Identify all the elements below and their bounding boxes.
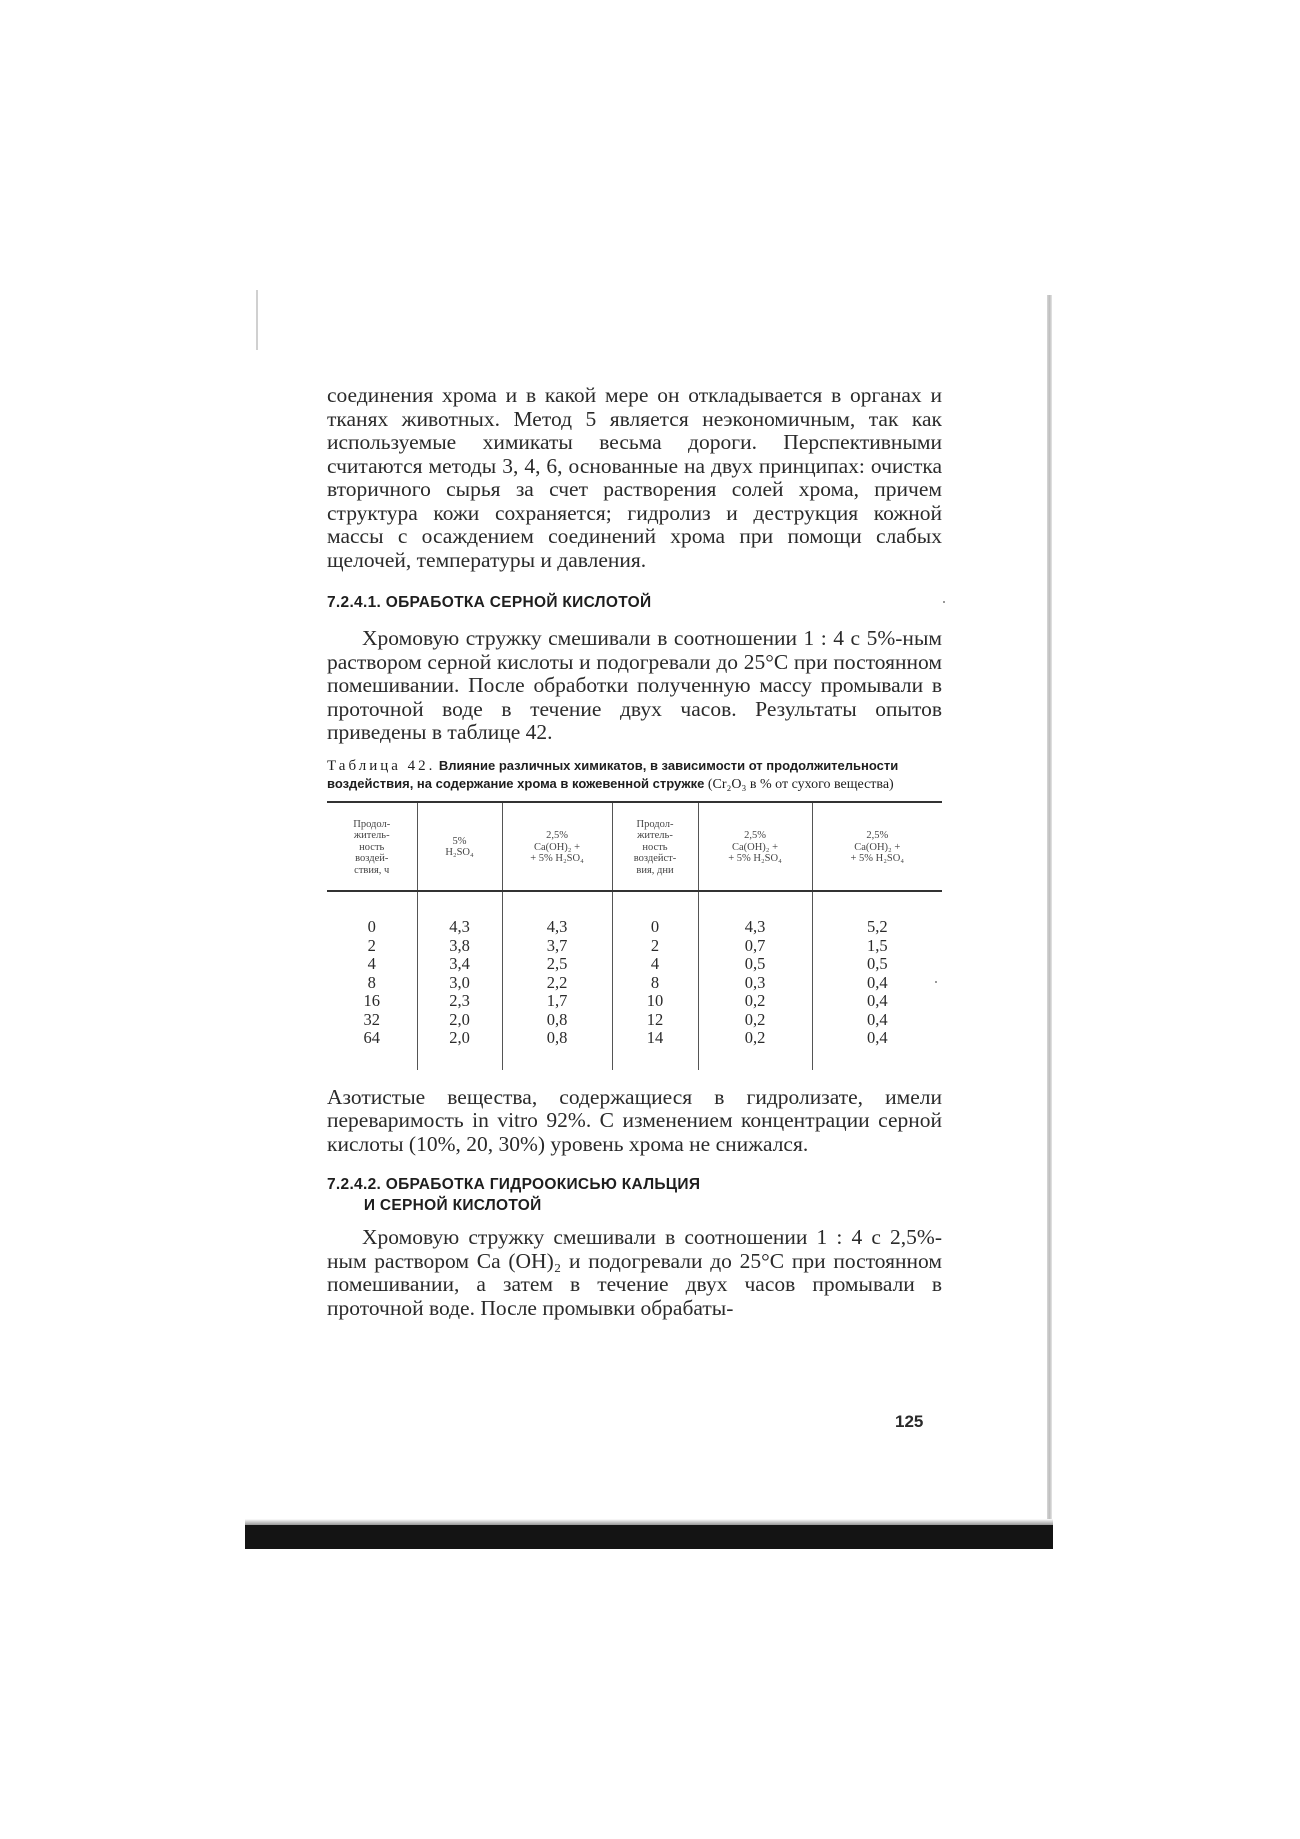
table-cell: 2,2: [502, 974, 612, 993]
table-cell: 0,5: [812, 955, 942, 974]
section-heading-7-2-4-2: 7.2.4.2. ОБРАБОТКА ГИДРООКИСЬЮ КАЛЬЦИЯ И СЕРНОЙ КИСЛОТОЙ: [327, 1176, 701, 1214]
table-cell: 0: [612, 891, 698, 937]
table-cell: 4: [612, 955, 698, 974]
col-header-caoh2-h2so4-days-a: 2,5% Ca(OH)₂ + + 5% H₂SO₄: [698, 802, 812, 892]
table-cell: 0,4: [812, 1011, 942, 1030]
table-cell: 2: [612, 937, 698, 956]
col-header-caoh2-h2so4: 2,5% Ca(OH)₂ + + 5% H₂SO₄: [502, 802, 612, 892]
book-page: [327, 384, 942, 1320]
table-row: [327, 1011, 942, 1030]
table-cell: 2,5: [502, 955, 612, 974]
table-title: Влияние различных химикатов, в зависимости от продолжительности воздействия, на содержание хрома в кожевенной стружке: [327, 757, 899, 791]
table-cell: 4,3: [502, 891, 612, 937]
table-cell: 0,4: [812, 974, 942, 993]
table-cell: 2,3: [417, 992, 502, 1011]
table-cell: 0,2: [698, 1011, 812, 1030]
table-cell: 10: [612, 992, 698, 1011]
table-cell: 1,7: [502, 992, 612, 1011]
table-cell: 0,7: [698, 937, 812, 956]
scan-border-bottom: [245, 1525, 1053, 1549]
section-2-paragraph: Хромовую стружку смешивали в соотношении 1 : 4 с 2,5%-ным раствором Са (ОН)₂ и подогревали до 25°С при постоянном помешивании, а затем в течение двух часов промывали в проточной воде. После промывки обрабаты-: [327, 1225, 942, 1320]
table-cell: 2,0: [417, 1029, 502, 1070]
table-cell: 0: [367, 917, 376, 936]
scan-speck: [943, 601, 945, 603]
table-cell: 32: [363, 1009, 380, 1029]
scan-edge-left: [256, 290, 258, 350]
table-cell: 0,2: [698, 992, 812, 1011]
table-header-row: [327, 802, 942, 892]
col-header-duration-hours: Продол- житель- ность воздей- ствия, ч: [327, 802, 417, 892]
table-cell: 2,0: [417, 1011, 502, 1030]
table-cell: 4,3: [417, 891, 502, 937]
table-row: [327, 937, 942, 956]
table-row: [327, 992, 942, 1011]
table-cell: 14: [612, 1029, 698, 1070]
section-1-paragraph: Хромовую стружку смешивали в соотношении 1 : 4 с 5%-ным раствором серной кислоты и подогревали до 25°С при постоянном помешивании. После обработки полученную массу промывали в проточной воде в течение двух часов. Результаты опытов приведены в таблице 42.: [327, 626, 942, 744]
table-cell: 0,4: [812, 1029, 942, 1070]
table-cell: 1,5: [812, 937, 942, 956]
scan-edge-right: [1047, 295, 1052, 1535]
table-row: [327, 955, 942, 974]
table-cell: 0,4: [812, 992, 942, 1011]
table-cell: 0,5: [698, 955, 812, 974]
table-label: Таблица 42.: [327, 757, 436, 774]
table-cell: 4,3: [698, 891, 812, 937]
table-row: [327, 1029, 942, 1070]
after-table-paragraph: Азотистые вещества, содержащиеся в гидролизате, имели переваримость in vitro 92%. С изменением концентрации серной кислоты (10%, 20, 30%) уровень хрома не снижался.: [327, 1084, 942, 1156]
table-cell: 16: [363, 991, 380, 1010]
table-cell: 8: [612, 974, 698, 993]
col-header-caoh2-h2so4-days-b: 2,5% Ca(OH)₂ + + 5% H₂SO₄: [812, 802, 942, 892]
table-title-suffix: (Cr₂O₃ в % от сухого вещества): [707, 776, 894, 792]
table-cell: 2: [367, 935, 376, 955]
table-cell: 3,0: [417, 974, 502, 993]
section-heading-7-2-4-1: 7.2.4.1. ОБРАБОТКА СЕРНОЙ КИСЛОТОЙ: [327, 594, 652, 611]
page-number: 125: [895, 1412, 924, 1431]
table-cell: 5,2: [812, 891, 942, 937]
table-caption: [327, 757, 942, 793]
table-cell: 3,7: [502, 937, 612, 956]
table-cell: 0,8: [502, 1029, 612, 1070]
table-cell: 3,8: [417, 937, 502, 956]
table-cell: 0,3: [698, 974, 812, 993]
col-header-h2so4: 5% H₂SO₄: [417, 802, 502, 892]
intro-paragraph: соединения хрома и в какой мере он откладывается в органах и тканях животных. Метод 5 является неэкономичным, так как используемые химикаты весьма дороги. Перспективными считаются методы 3, 4, 6, основанные на двух принципах: очистка вторичного сырья за счет растворения солей хрома, причем структура кожи сохраняется; гидролиз и деструкция кожной массы с осаждением соединений хрома при помощи слабых щелочей, температуры и давления.: [327, 383, 942, 572]
table-row: [327, 891, 942, 937]
data-table-42: [327, 801, 942, 1070]
table-cell: 3,4: [417, 955, 502, 974]
table-cell: 4: [367, 954, 376, 973]
col-header-duration-days: Продол- житель- ность воздейст- вия, дни: [612, 802, 698, 892]
table-cell: 64: [363, 1028, 380, 1047]
table-cell: 8: [367, 972, 376, 992]
table-row: [327, 974, 942, 993]
table-cell: 0,2: [698, 1029, 812, 1070]
table-cell: 0,8: [502, 1011, 612, 1030]
table-cell: 12: [612, 1011, 698, 1030]
